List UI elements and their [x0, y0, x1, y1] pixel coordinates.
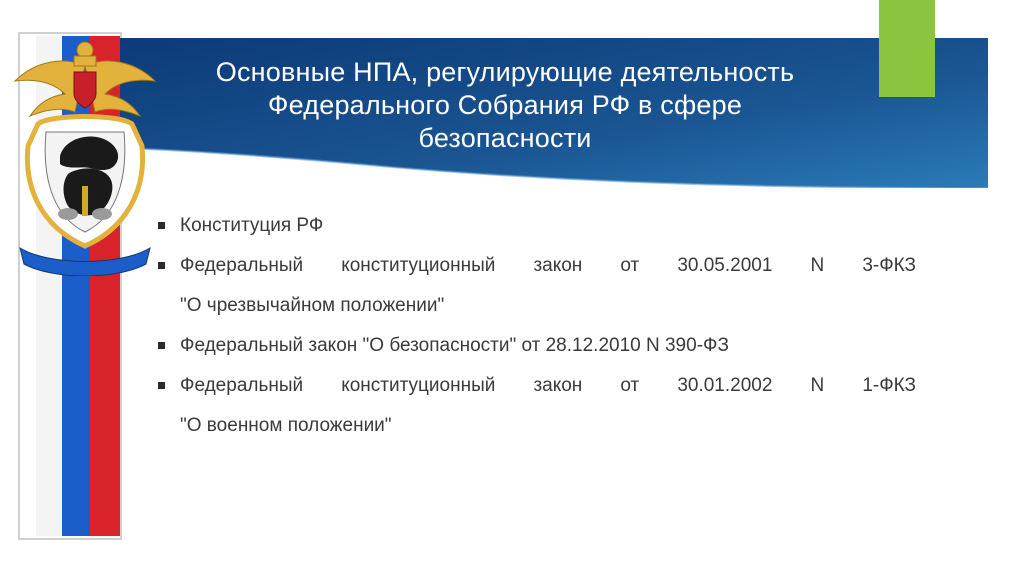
bullet-icon: [158, 222, 165, 229]
list-item: [156, 206, 916, 246]
title-line: безопасности: [418, 123, 592, 153]
bullet-icon: [158, 342, 165, 349]
list-item-text: Федеральный конституционный закон от 30.01.2002 N 1-ФКЗ: [180, 375, 916, 396]
list-item: [156, 366, 916, 406]
list-item-text: Конституция РФ: [180, 215, 324, 236]
emblem-icon: [10, 36, 160, 276]
content-list: [156, 206, 916, 446]
title-line: Основные НПА, регулирующие деятельность: [215, 57, 795, 87]
title-line: Федерального Собрания РФ в сфере: [267, 90, 743, 120]
list-item: [156, 246, 916, 286]
list-item: [156, 326, 916, 366]
list-item-text: Федеральный конституционный закон от 30.05.2001 N 3-ФКЗ: [180, 255, 916, 276]
accent-rectangle: [879, 0, 935, 97]
list-item-continuation: "О военном положении": [180, 415, 392, 436]
list-item-text: Федеральный закон "О безопасности" от 28.12.2010 N 390-ФЗ: [180, 335, 729, 356]
bullet-icon: [158, 382, 165, 389]
slide-title: [140, 56, 870, 155]
bullet-icon: [158, 262, 165, 269]
list-item-continuation: "О чрезвычайном положении": [180, 295, 445, 316]
